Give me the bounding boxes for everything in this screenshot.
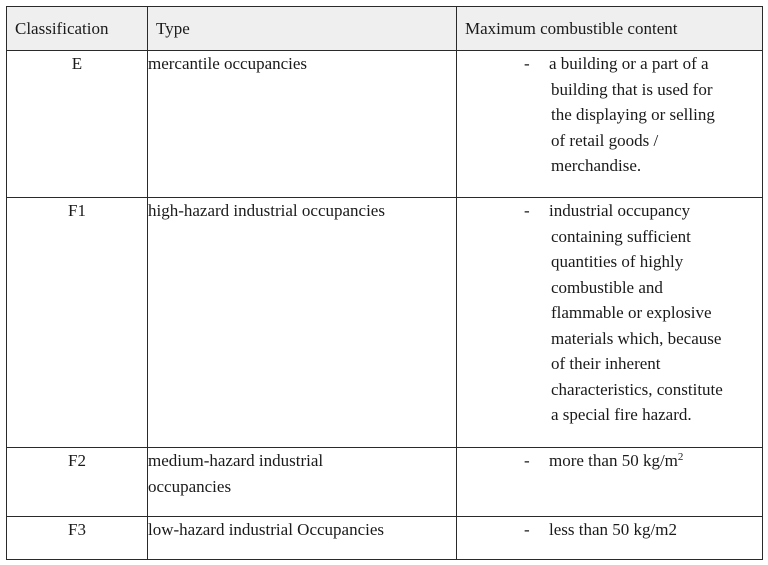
header-type: Type [148, 7, 457, 51]
content-line: quantities of highly [551, 252, 684, 271]
type-cell [148, 448, 457, 517]
type-text: low-hazard industrial Occupancies [148, 520, 385, 539]
type-text: mercantile occupancies [148, 54, 308, 73]
table-row [7, 51, 763, 198]
header-classification: Classification [7, 7, 148, 51]
content-bullet [457, 51, 762, 179]
content-line: the displaying or selling [551, 105, 715, 124]
content-line: materials which, because [551, 328, 722, 348]
content-line: of retail goods / [551, 130, 659, 150]
type-text: medium-hazard industrial [148, 451, 324, 470]
content-line: industrial occupancy [549, 201, 691, 220]
classification-table [6, 6, 763, 560]
classification-cell: E [7, 51, 148, 198]
classification-cell: F2 [7, 448, 148, 517]
classification-cell: F3 [7, 517, 148, 560]
content-line: flammable or explosive [551, 303, 712, 322]
table-row [7, 198, 763, 448]
type-cell [148, 198, 457, 448]
bullet-dash: - [524, 520, 530, 539]
content-line: a special fire hazard. [551, 405, 692, 424]
type-text: occupancies [148, 476, 232, 496]
content-line: a building or a part of a [549, 54, 709, 73]
content-text: more than 50 kg/m [549, 451, 678, 470]
bullet-dash: - [524, 451, 530, 470]
content-line: merchandise. [551, 156, 642, 175]
type-cell [148, 51, 457, 198]
content-bullet [457, 517, 762, 543]
classification-cell: F1 [7, 198, 148, 448]
bullet-dash: - [524, 201, 530, 220]
table-row [7, 517, 763, 560]
header-row [7, 7, 763, 51]
content-line: characteristics, constitute [551, 379, 723, 399]
content-line: of their inherent [551, 354, 661, 373]
content-line: combustible and [551, 277, 663, 297]
content-cell [457, 448, 763, 517]
table-row [7, 448, 763, 517]
superscript: 2 [677, 451, 684, 463]
content-cell [457, 198, 763, 448]
content-line: less than 50 kg/m2 [549, 520, 677, 539]
content-bullet [457, 198, 762, 428]
type-cell [148, 517, 457, 560]
content-line: containing sufficient [551, 226, 691, 246]
content-cell [457, 51, 763, 198]
content-cell [457, 517, 763, 560]
bullet-dash: - [524, 54, 530, 73]
content-bullet [457, 448, 762, 474]
type-text: high-hazard industrial occupancies [148, 201, 385, 220]
content-line: building that is used for [551, 79, 713, 99]
header-max-content: Maximum combustible content [457, 7, 763, 51]
content-line [549, 448, 747, 474]
